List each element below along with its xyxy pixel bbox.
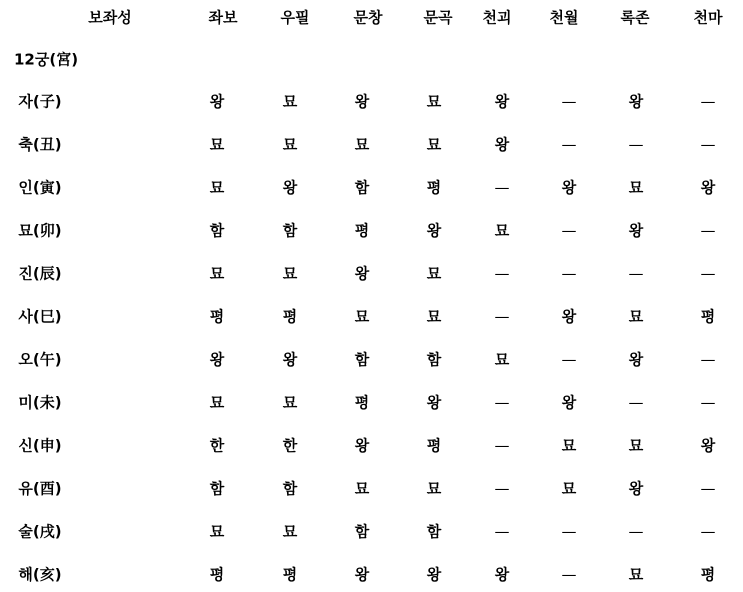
table-cell: 묘 (426, 264, 442, 283)
table-cell: — (700, 393, 716, 412)
table-cell: — (628, 135, 644, 154)
table-cell: 묘 (628, 436, 644, 455)
table-cell: 왕 (282, 178, 298, 197)
table-cell: 묘 (628, 178, 644, 197)
table-cell: — (494, 393, 510, 412)
table-cell: 왕 (494, 135, 510, 154)
table-cell: 왕 (628, 92, 644, 111)
table-cell: — (700, 350, 716, 369)
table-cell: 왕 (561, 178, 577, 197)
table-cell: 평 (426, 178, 442, 197)
table-cell: 왕 (494, 565, 510, 584)
table-cell: 평 (209, 565, 225, 584)
table-cell: — (494, 178, 510, 197)
table-cell: 왕 (354, 92, 370, 111)
table-cell: 함 (354, 522, 370, 541)
header-col-7: 록존 (620, 8, 650, 27)
table-cell: 묘 (561, 436, 577, 455)
table-cell: — (561, 92, 577, 111)
row-label: 자(子) (18, 92, 62, 111)
table-cell: 왕 (561, 307, 577, 326)
table-cell: 왕 (426, 393, 442, 412)
table-cell: 묘 (354, 479, 370, 498)
table-cell: 함 (426, 350, 442, 369)
row-label: 인(寅) (18, 178, 62, 197)
table-cell: — (561, 264, 577, 283)
row-label: 신(申) (18, 436, 62, 455)
table-cell: 왕 (282, 350, 298, 369)
table-cell: 함 (282, 479, 298, 498)
header-col-8: 천마 (693, 8, 723, 27)
row-label: 유(酉) (18, 479, 62, 498)
table-cell: — (561, 135, 577, 154)
table-cell: 왕 (426, 565, 442, 584)
table-cell: — (561, 565, 577, 584)
table-cell: 함 (354, 350, 370, 369)
header-first: 보좌성 (88, 8, 132, 27)
table-cell: 묘 (282, 264, 298, 283)
table-cell: — (561, 522, 577, 541)
row-label: 해(亥) (18, 565, 62, 584)
header-col-3: 문창 (353, 8, 383, 27)
table-cell: — (494, 522, 510, 541)
table-cell: 왕 (494, 92, 510, 111)
row-label: 묘(卯) (18, 221, 62, 240)
table-cell: 평 (426, 436, 442, 455)
table-cell: — (628, 393, 644, 412)
table-cell: — (561, 221, 577, 240)
table-cell: 묘 (426, 135, 442, 154)
table-cell: 왕 (354, 436, 370, 455)
table-cell: 묘 (561, 479, 577, 498)
table-cell: 묘 (209, 522, 225, 541)
table-cell: — (700, 479, 716, 498)
table-cell: 평 (700, 565, 716, 584)
table-cell: 함 (282, 221, 298, 240)
table-cell: 묘 (426, 92, 442, 111)
table-cell: 왕 (700, 178, 716, 197)
table-cell: 묘 (426, 479, 442, 498)
table-cell: 왕 (628, 479, 644, 498)
row-label: 사(巳) (18, 307, 62, 326)
table-cell: — (494, 479, 510, 498)
table-cell: 평 (700, 307, 716, 326)
table-cell: 묘 (282, 393, 298, 412)
table-cell: 묘 (282, 92, 298, 111)
table-cell: 한 (282, 436, 298, 455)
table-cell: 묘 (426, 307, 442, 326)
table-cell: — (700, 135, 716, 154)
table-cell: — (494, 264, 510, 283)
header-col-6: 천월 (549, 8, 579, 27)
table-cell: — (494, 436, 510, 455)
table-cell: — (628, 522, 644, 541)
table-cell: 왕 (426, 221, 442, 240)
table-cell: 왕 (209, 350, 225, 369)
row-label: 술(戌) (18, 522, 62, 541)
header-col-1: 좌보 (208, 8, 238, 27)
table-cell: 평 (209, 307, 225, 326)
table-cell: 함 (426, 522, 442, 541)
table-cell: — (700, 92, 716, 111)
table-cell: 평 (354, 393, 370, 412)
table-cell: 평 (282, 307, 298, 326)
table-cell: 왕 (209, 92, 225, 111)
table-cell: 묘 (628, 565, 644, 584)
table-cell: 묘 (209, 393, 225, 412)
table-cell: 왕 (700, 436, 716, 455)
table-cell: 묘 (209, 264, 225, 283)
table-cell: 묘 (209, 135, 225, 154)
table-cell: 왕 (561, 393, 577, 412)
table-cell: 왕 (628, 350, 644, 369)
header-col-2: 우필 (280, 8, 310, 27)
table-cell: 묘 (494, 350, 510, 369)
row-label: 미(未) (18, 393, 62, 412)
table-cell: 묘 (282, 522, 298, 541)
table-cell: 함 (209, 479, 225, 498)
table-cell: — (628, 264, 644, 283)
table-cell: 왕 (628, 221, 644, 240)
table-cell: 묘 (282, 135, 298, 154)
row-label: 오(午) (18, 350, 62, 369)
table-cell: — (700, 522, 716, 541)
table-cell: 함 (209, 221, 225, 240)
row-label: 축(丑) (18, 135, 62, 154)
table-cell: 평 (354, 221, 370, 240)
table-cell: 묘 (494, 221, 510, 240)
table-cell: — (561, 350, 577, 369)
table-cell: 평 (282, 565, 298, 584)
table-cell: — (700, 264, 716, 283)
table-cell: 왕 (354, 264, 370, 283)
table-cell: 왕 (354, 565, 370, 584)
table-cell: 한 (209, 436, 225, 455)
header-col-5: 천괴 (482, 8, 512, 27)
table-cell: 묘 (209, 178, 225, 197)
table-cell: — (700, 221, 716, 240)
header-col-4: 문곡 (423, 8, 453, 27)
section-label: 12궁(宮) (14, 50, 79, 69)
table-cell: 묘 (628, 307, 644, 326)
row-label: 진(辰) (18, 264, 62, 283)
table-cell: 묘 (354, 135, 370, 154)
table-cell: — (494, 307, 510, 326)
table-cell: 함 (354, 178, 370, 197)
table-cell: 묘 (354, 307, 370, 326)
